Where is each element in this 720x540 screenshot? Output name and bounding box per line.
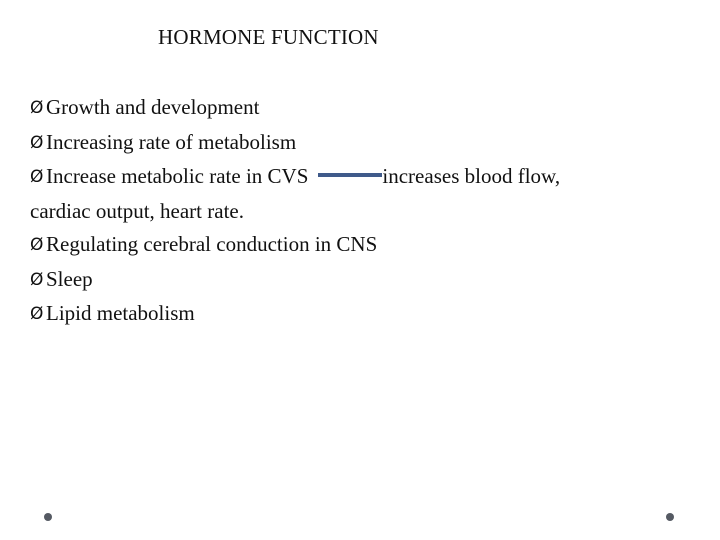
bullet-item (30, 126, 690, 161)
bullet-text: Lipid metabolism (46, 301, 195, 325)
connector-line (318, 173, 382, 177)
bullet-text-after-connector: increases blood flow, (382, 164, 561, 188)
arrow-bullet-icon: Ø (30, 132, 44, 153)
arrow-bullet-icon: Ø (30, 269, 44, 290)
dot-icon (44, 513, 52, 521)
bullet-text: Sleep (46, 266, 93, 291)
arrow-bullet-icon: Ø (30, 235, 44, 255)
bullet-item (30, 263, 690, 298)
bullet-list (30, 91, 690, 332)
bullet-text: Growth and development (46, 95, 260, 119)
bullet-item (30, 91, 690, 126)
bullet-text: Regulating cerebral conduction in CNS (46, 232, 378, 256)
bullet-text: Increase metabolic rate in CVS (46, 164, 309, 188)
bullet-item (30, 228, 690, 263)
bullet-item (30, 297, 690, 332)
dot-icon (666, 513, 674, 521)
arrow-bullet-icon: Ø (30, 98, 44, 118)
arrow-bullet-icon: Ø (30, 167, 44, 187)
arrow-bullet-icon: Ø (30, 304, 44, 324)
bullet-text: Increasing rate of metabolism (46, 129, 297, 154)
bullet-continuation: cardiac output, heart rate. (30, 198, 244, 223)
slide-title: HORMONE FUNCTION (158, 25, 379, 49)
bullet-item (30, 160, 690, 228)
